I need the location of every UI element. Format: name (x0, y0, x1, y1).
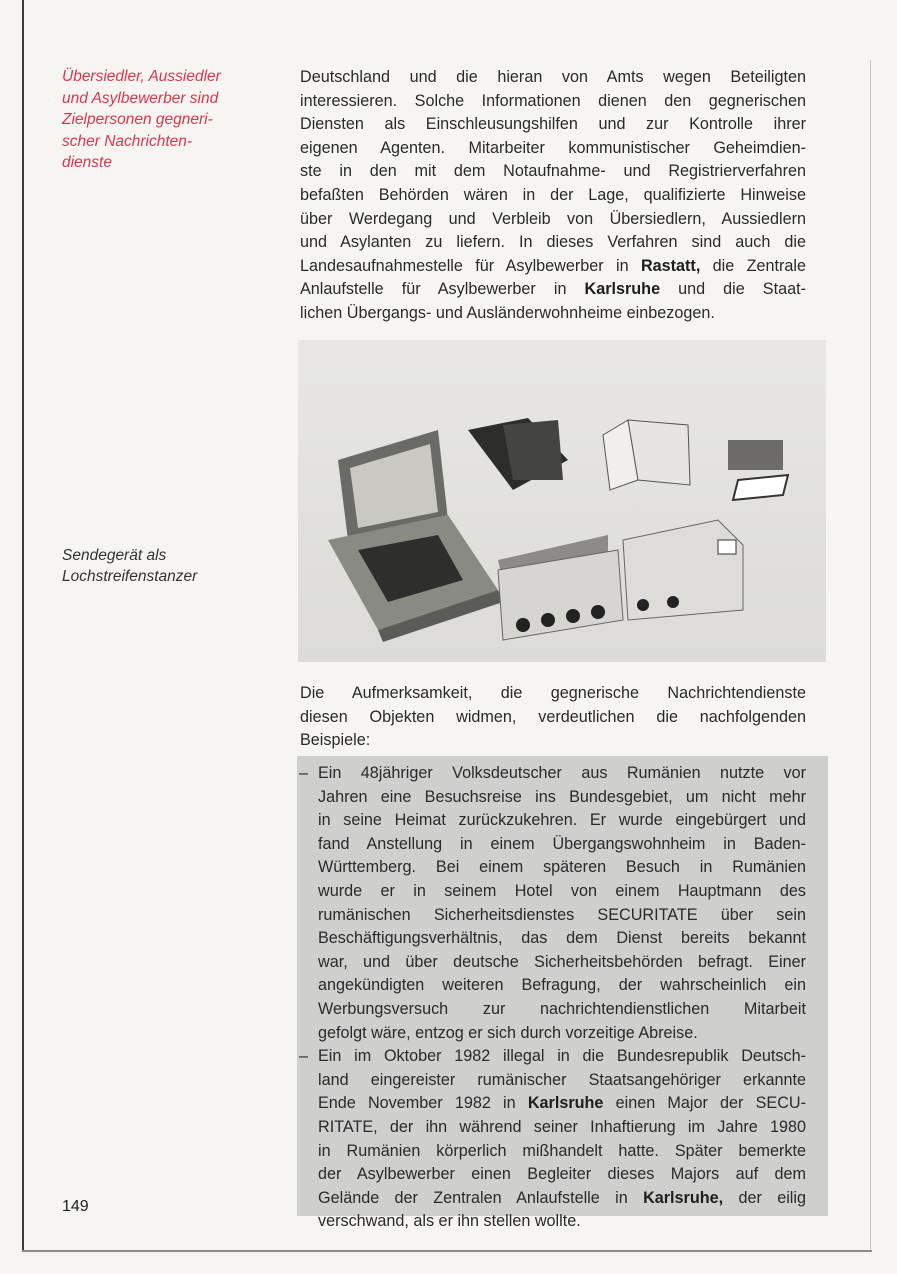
text-segment: lichen Übergangs- und Ausländerwohnheime einbezogen. (300, 303, 715, 322)
text-segment: der Asylbewerber einen Begleiter dieses Majors auf dem (318, 1165, 806, 1184)
text-line (300, 208, 806, 232)
text-line (318, 1069, 806, 1093)
caption-line: Lochstreifenstanzer (62, 568, 198, 585)
text-segment: Beispiele: (300, 731, 371, 750)
text-line (300, 706, 806, 730)
text-line (318, 1163, 806, 1187)
examples-list (300, 762, 806, 1234)
text-segment: angekündigten weiteren Befragung, der wahrscheinlich ein (318, 976, 806, 995)
text-segment: diesen Objekten widmen, verdeutlichen die nachfolgenden (300, 707, 806, 726)
text-line (318, 1187, 806, 1211)
paragraph-intro (300, 66, 806, 326)
text-line (300, 255, 806, 279)
bold-place-name: Karlsruhe (527, 1094, 604, 1113)
text-line (318, 998, 806, 1022)
text-segment: RITATE, der ihn während seiner Inhaftierung im Jahre 1980 (318, 1117, 806, 1136)
text-segment: Werbungsversuch zur nachrichtendienstlichen Mitarbeit (318, 999, 806, 1018)
text-segment: Gelände der Zentralen Anlaufstelle in (318, 1188, 644, 1207)
text-segment: Ende November 1982 in (318, 1094, 528, 1113)
text-line (318, 1210, 806, 1234)
text-segment: ste in den mit dem Notaufnahme- und Registrierverfahren (300, 162, 806, 181)
text-segment: der eilig (723, 1188, 807, 1207)
text-segment: war, und über deutsche Sicherheitsbehörden befragt. Einer (318, 952, 806, 971)
text-segment: Ein 48jähriger Volksdeutscher aus Rumänien nutzte vor (318, 764, 806, 782)
booklet (603, 420, 690, 490)
list-dash: – (299, 764, 309, 782)
text-segment: Landesaufnahmestelle für Asylbewerber in (300, 256, 641, 275)
text-line (318, 762, 806, 786)
caption-line: Sendegerät als (62, 547, 167, 564)
text-segment: Die Aufmerksamkeit, die gegnerische Nachrichtendienste (300, 684, 806, 702)
text-segment: Anlaufstelle für Asylbewerber in (300, 280, 585, 299)
text-segment: Jahren eine Besuchsreise ins Bundesgebiet, um nicht mehr (318, 787, 806, 806)
text-line (318, 974, 806, 998)
text-line (300, 682, 806, 706)
text-line (300, 66, 806, 90)
text-segment: rumänischen Sicherheitsdienstes SECURITATE über sein (318, 905, 806, 924)
text-line (300, 302, 806, 326)
text-line (318, 786, 806, 810)
text-segment: Deutschland und die hieran von Amts wegen Beteiligten (300, 68, 806, 86)
text-line (318, 1140, 806, 1164)
text-line (300, 90, 806, 114)
text-line (300, 729, 806, 753)
text-line (300, 231, 806, 255)
text-line (318, 1045, 806, 1069)
text-segment: Beschäftigungsverhältnis, das dem Dienst bereits bekannt (318, 929, 806, 948)
text-line (318, 1022, 806, 1046)
margin-note-line: dienste (62, 154, 112, 171)
example-item (300, 1045, 806, 1234)
text-line (318, 833, 806, 857)
text-line (318, 880, 806, 904)
margin-note-line: scher Nachrichten- (62, 132, 193, 150)
text-line (300, 278, 806, 302)
margin-note-line: Zielpersonen gegneri- (62, 111, 213, 128)
text-line (318, 809, 806, 833)
text-segment: Ein im Oktober 1982 illegal in die Bundesrepublik Deutsch- (318, 1047, 806, 1066)
text-segment: verschwand, als er ihn stellen wollte. (318, 1212, 581, 1231)
page-edge-left (22, 0, 24, 1252)
text-segment: einen Major der SECU- (603, 1094, 806, 1113)
text-segment: und die Staat- (660, 280, 806, 299)
text-segment: in seine Heimat zurückzukehren. Er wurde eingebürgert und (318, 811, 806, 830)
text-line (318, 904, 806, 928)
list-dash: – (299, 1047, 309, 1066)
bold-place-name: Karlsruhe (584, 280, 661, 299)
text-segment: eigenen Agenten. Mitarbeiter kommunistischer Geheimdien- (300, 138, 806, 157)
text-segment: wurde er in seinem Hotel von einem Hauptmann des (318, 881, 806, 900)
text-line (300, 113, 806, 137)
text-line (318, 927, 806, 951)
page-edge-right (870, 60, 871, 1250)
text-segment: befaßten Behörden wären in der Lage, qualifizierte Hinweise (300, 185, 806, 204)
text-segment: und Asylanten zu liefern. In dieses Verfahren sind auch die (300, 233, 806, 252)
small-blocks (728, 440, 788, 500)
paragraph-examples-intro (300, 682, 806, 753)
photo-caption (62, 545, 272, 587)
page-edge-bottom (22, 1250, 872, 1252)
text-line (318, 1116, 806, 1140)
text-segment: fand Anstellung in einem Übergangswohnheim in Baden- (318, 834, 806, 853)
photo-transmitter-equipment (298, 340, 826, 662)
text-segment: land eingereister rumänischer Staatsangehöriger erkannte (318, 1070, 806, 1089)
margin-note (62, 66, 272, 174)
margin-note-line: und Asylbewerber sind (62, 89, 219, 107)
text-segment: über Werdegang und Verbleib von Übersiedlern, Aussiedlern (300, 209, 806, 228)
text-line (300, 160, 806, 184)
text-line (318, 856, 806, 880)
text-line (300, 137, 806, 161)
bold-place-name: Rastatt, (640, 256, 701, 275)
margin-note-line: Übersiedler, Aussiedler (62, 68, 221, 85)
text-segment: gefolgt wäre, entzog er sich durch vorzeitige Abreise. (318, 1023, 698, 1042)
text-segment: in Rumänien körperlich mißhandelt hatte. Später bemerkte (318, 1141, 806, 1160)
text-segment: die Zentrale (700, 256, 807, 275)
text-segment: interessieren. Solche Informationen dienen den gegnerischen (300, 91, 806, 110)
page-number: 149 (62, 1198, 89, 1215)
example-item (300, 762, 806, 1045)
text-segment: Diensten als Einschleusungshilfen und zur Kontrolle ihrer (300, 115, 806, 134)
text-line (318, 1092, 806, 1116)
text-line (318, 951, 806, 975)
text-line (300, 184, 806, 208)
text-segment: Württemberg. Bei einem späteren Besuch in Rumänien (318, 858, 806, 877)
bold-place-name: Karlsruhe, (643, 1188, 724, 1207)
